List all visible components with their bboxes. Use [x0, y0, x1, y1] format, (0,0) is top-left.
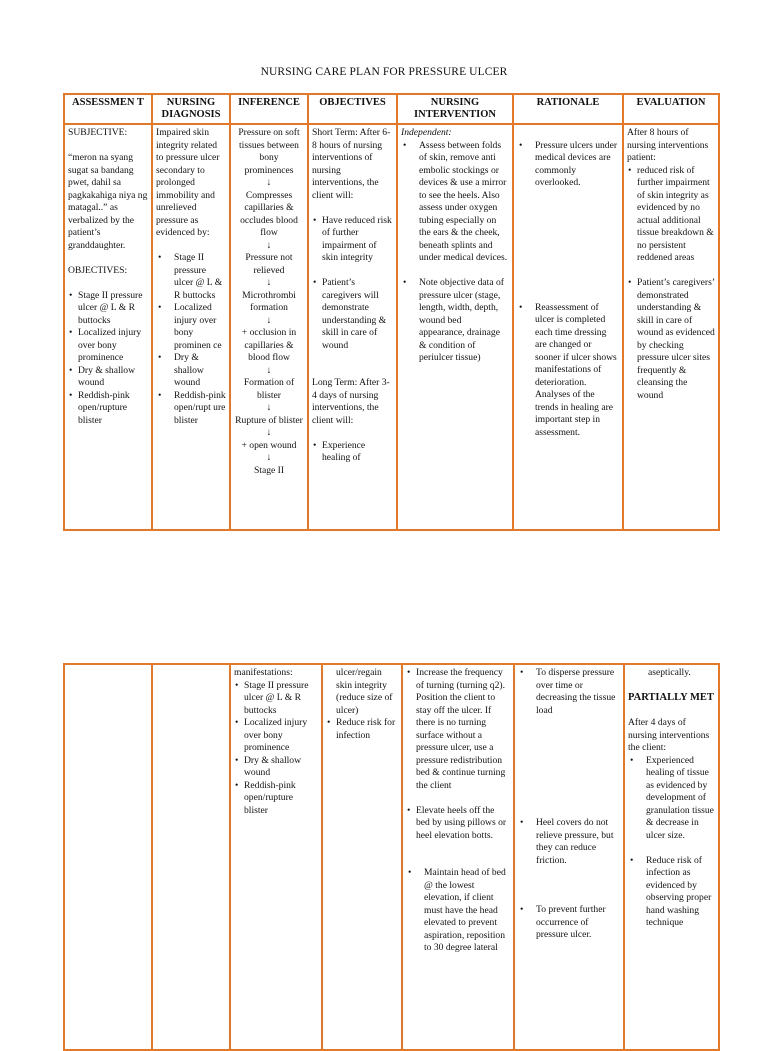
- list-item: • Reddish-pink open/rupture blister: [68, 390, 148, 428]
- list-item: • Reddish-pink open/rupture blister: [234, 780, 318, 818]
- list-item: • Pressure ulcers under medical devices are commonly overlooked.: [517, 140, 619, 190]
- manifestations-label: manifestations:: [234, 667, 293, 678]
- inference-step: Microthrombi formation: [242, 289, 296, 313]
- objective-continued-text: ulcer/regain skin integrity (reduce size of ulcer): [336, 667, 393, 716]
- down-arrow-icon: ↓: [266, 277, 272, 288]
- list-item: • To prevent further occurrence of pressure ulcer.: [518, 904, 620, 942]
- down-arrow-icon: ↓: [266, 402, 272, 413]
- inference-cell: [230, 124, 308, 530]
- list-item: • Stage II pressure ulcer @ L & R buttocks: [68, 290, 148, 328]
- inference-cell-cont: [230, 664, 322, 1050]
- down-arrow-icon: ↓: [266, 239, 272, 251]
- inference-step: + open wound: [241, 439, 297, 451]
- document-title: NURSING CARE PLAN FOR PRESSURE ULCER: [260, 66, 508, 78]
- header-evaluation: EVALUATION: [623, 94, 719, 124]
- inference-step: Compresses capillaries & occludes blood flow: [240, 189, 298, 238]
- inference-step: Pressure on soft tissues between bony prominences: [238, 127, 300, 176]
- down-arrow-icon: ↓: [266, 364, 272, 376]
- evaluation-intro: After 8 hours of nursing interventions patient:: [627, 127, 709, 163]
- intervention-cell-cont: [402, 664, 514, 1050]
- inference-step: + occlusion in capillaries & blood flow: [241, 327, 297, 363]
- objectives-label: OBJECTIVES:: [68, 264, 128, 276]
- header-row: [64, 94, 719, 124]
- evaluation-cell: [623, 124, 719, 530]
- header-nursing-diagnosis: NURSING DIAGNOSIS: [152, 94, 230, 124]
- list-item: • Heel covers do not relieve pressure, but they can reduce friction.: [518, 817, 620, 867]
- list-item: • Localized injury over bony prominen ce: [156, 302, 226, 352]
- list-item: • Dry & shallow wound: [156, 352, 226, 390]
- care-plan-table-page2: [63, 663, 720, 1051]
- evaluation-cell-cont: [624, 664, 719, 1050]
- down-arrow-icon: ↓: [266, 314, 272, 326]
- down-arrow-icon: ↓: [266, 427, 272, 438]
- header-assessment: ASSESSMEN T: [64, 94, 152, 124]
- header-inference: INFERENCE: [230, 94, 308, 124]
- inference-step: Rupture of blister: [235, 414, 303, 426]
- list-item: • To disperse pressure over time or decreasing the tissue load: [518, 667, 620, 717]
- short-term-text: Short Term: After 6-8 hours of nursing interventions of nursing interventions, the client will:: [312, 127, 391, 201]
- evaluation-intro-2: After 4 days of nursing interventions the client:: [628, 717, 710, 753]
- list-item: • Experienced healing of tissue as evidenced by development of granulation tissue & decrease in ulcer size.: [628, 755, 715, 843]
- intervention-cell: [397, 124, 513, 530]
- list-item: • Maintain head of bed @ the lowest elevation, if client must have the head elevated to prevent aspiration, reposition to 30 degree lateral: [406, 867, 510, 955]
- subjective-label: SUBJECTIVE:: [68, 127, 128, 138]
- list-item: • Patient’s caregivers’ demonstrated understanding & skill in care of wound as evidenced by checking pressure ulcer sites frequently & cleansing the wound: [627, 277, 715, 402]
- diagnosis-cell: [152, 124, 230, 530]
- assessment-cell-cont: [64, 664, 152, 1050]
- list-item: • Dry & shallow wound: [68, 365, 148, 390]
- inference-step: Formation of blister: [243, 377, 295, 401]
- rationale-cell: [513, 124, 623, 530]
- list-item: • Elevate heels off the bed by using pillows or heel elevation botts.: [406, 805, 510, 843]
- body-row: [64, 664, 719, 1050]
- diagnosis-cell-cont: [152, 664, 230, 1050]
- header-objectives: OBJECTIVES: [308, 94, 397, 124]
- list-item: • Localized injury over bony prominence: [68, 327, 148, 365]
- independent-label: Independent:: [401, 127, 452, 138]
- list-item: • Localized injury over bony prominence: [234, 717, 318, 755]
- care-plan-table-page1: [63, 93, 720, 531]
- inference-step: Stage II: [253, 464, 285, 476]
- list-item: • Reddish-pink open/rupt ure blister: [156, 390, 226, 428]
- list-item: • Dry & shallow wound: [234, 755, 318, 780]
- header-nursing-intervention: NURSING INTERVENTION: [397, 94, 513, 124]
- header-rationale: RATIONALE: [513, 94, 623, 124]
- assessment-cell: [64, 124, 152, 530]
- long-term-text: Long Term: After 3-4 days of nursing interventions, the client will:: [312, 377, 390, 426]
- list-item: • Stage II pressure ulcer @ L & R buttocks: [156, 252, 226, 302]
- subjective-quote: “meron na syang sugat sa bandang pwet, dahil sa pagkakahiga niya ng matagal..” as verbalized by the patient’s granddaughter.: [68, 152, 148, 251]
- evaluation-continued-text: aseptically.: [648, 667, 691, 678]
- list-item: • reduced risk of further impairment of skin integrity as evidenced by no actual additional tissue breakdown & no persistent reddened areas: [627, 165, 715, 265]
- list-item: • Reduce risk for infection: [326, 717, 398, 742]
- objectives-cell-cont: [322, 664, 402, 1050]
- rationale-cell-cont: [514, 664, 624, 1050]
- list-item: • Assess between folds of skin, remove anti embolic stockings or devices & use a mirror to see the heels. Also assess under oxygen tubing especially on the ears & the cheek, beneath splints and under medical devices.: [401, 140, 509, 265]
- list-item: • Increase the frequency of turning (turning q2). Position the client to stay off the ulcer. If there is no turning surface without a pressure ulcer, use a pressure redistribution bed & continue turning the client: [406, 667, 510, 792]
- body-row: [64, 124, 719, 530]
- down-arrow-icon: ↓: [266, 177, 272, 188]
- list-item: • Have reduced risk of further impairment of skin integrity: [312, 215, 393, 265]
- diagnosis-text: Impaired skin integrity related to pressure ulcer secondary to prolonged immobility and unrelieved pressure as evidenced by:: [156, 127, 220, 238]
- list-item: • Stage II pressure ulcer @ L & R buttocks: [234, 680, 318, 718]
- objectives-cell: [308, 124, 397, 530]
- evaluation-status: PARTIALLY MET: [628, 692, 714, 703]
- inference-step: Pressure not relieved: [245, 252, 293, 276]
- list-item: • Reassessment of ulcer is completed each time dressing are changed or sooner if ulcer shows manifestations of deterioration. Analyses of the trends in healing are important step in assessment.: [517, 302, 619, 440]
- list-item: • Experience healing of: [312, 440, 393, 465]
- list-item: • Reduce risk of infection as evidenced by observing proper hand washing technique: [628, 855, 715, 930]
- down-arrow-icon: ↓: [266, 452, 272, 463]
- list-item: • Patient’s caregivers will demonstrate understanding & skill in care of wound: [312, 277, 393, 352]
- list-item: • Note objective data of pressure ulcer (stage, length, width, depth, wound bed appearance, drainage & condition of periulcer tissue): [401, 277, 509, 365]
